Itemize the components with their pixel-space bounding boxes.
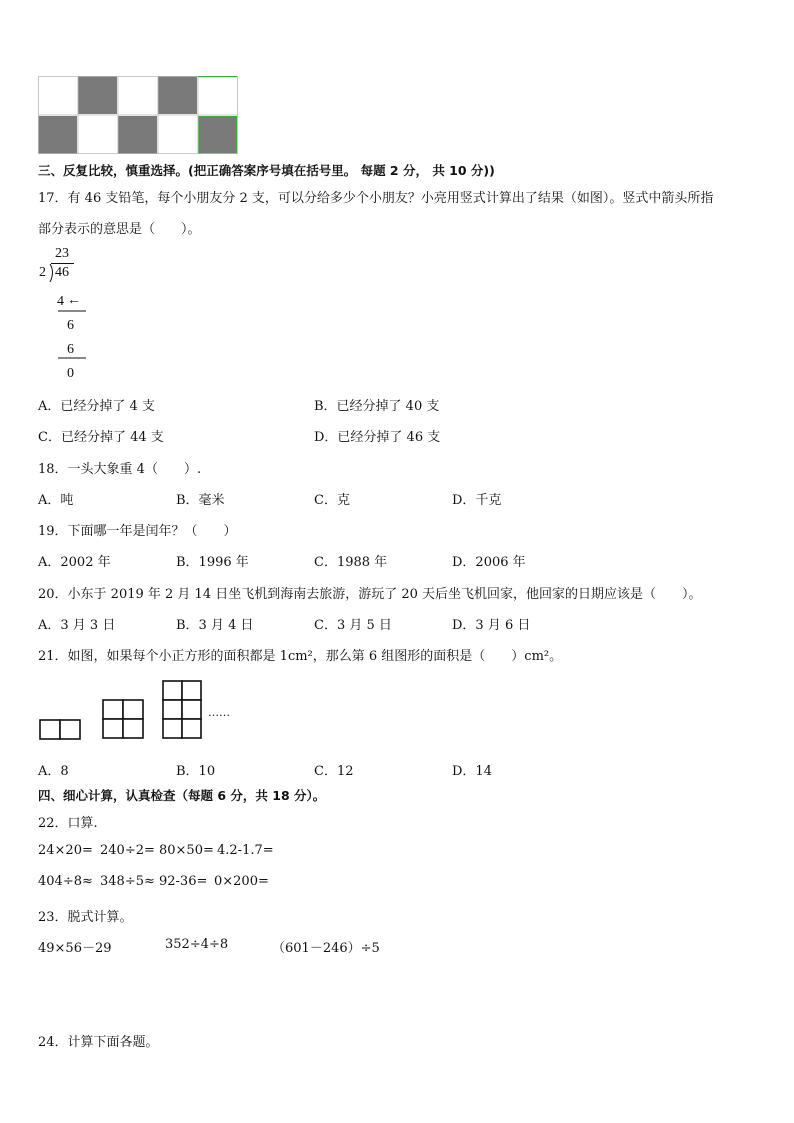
mental-math-item: 0×200= bbox=[214, 874, 269, 889]
question-22-title: 22．口算. bbox=[38, 816, 98, 831]
option-19-c[interactable]: C．1988 年 bbox=[314, 555, 388, 570]
option-19-d[interactable]: D．2006 年 bbox=[452, 555, 526, 570]
step-calc-item: 352÷4÷8 bbox=[165, 937, 229, 952]
option-21-c[interactable]: C．12 bbox=[314, 764, 354, 779]
division-remainder1: 6 bbox=[67, 318, 74, 333]
option-20-b[interactable]: B．3 月 4 日 bbox=[176, 618, 254, 633]
division-remainder2: 0 bbox=[67, 366, 74, 381]
option-19-a[interactable]: A．2002 年 bbox=[38, 555, 111, 570]
square-pattern-figure bbox=[38, 678, 208, 743]
arrow-left-icon: ← bbox=[67, 293, 81, 308]
question-20-text: 20．小东于 2019 年 2 月 14 日坐飞机到海南去旅游，游玩了 20 天后坐飞机回家，他回家的日期应该是（ ）。 bbox=[38, 587, 702, 602]
step-calc-item: （601－246）÷5 bbox=[272, 941, 380, 956]
question-21-text: 21．如图，如果每个小正方形的面积都是 1cm²，那么第 6 组图形的面积是（ ）cm²。 bbox=[38, 649, 563, 664]
division-bracket bbox=[36, 262, 96, 362]
question-23-title: 23．脱式计算。 bbox=[38, 910, 133, 925]
option-20-d[interactable]: D．3 月 6 日 bbox=[452, 618, 531, 633]
division-dividend: 46 bbox=[55, 265, 69, 280]
division-step1: 4 bbox=[57, 294, 64, 309]
option-21-a[interactable]: A．8 bbox=[38, 764, 69, 779]
option-18-b[interactable]: B．毫米 bbox=[176, 493, 225, 508]
option-17-a[interactable]: A．已经分掉了 4 支 bbox=[38, 399, 155, 414]
option-17-c[interactable]: C．已经分掉了 44 支 bbox=[38, 430, 164, 445]
option-21-d[interactable]: D．14 bbox=[452, 764, 492, 779]
division-quotient: 23 bbox=[55, 246, 69, 261]
question-17-text-cont: 部分表示的意思是（ ）。 bbox=[38, 222, 201, 237]
option-17-d[interactable]: D．已经分掉了 46 支 bbox=[314, 430, 441, 445]
option-18-d[interactable]: D．千克 bbox=[452, 493, 502, 508]
option-19-b[interactable]: B．1996 年 bbox=[176, 555, 249, 570]
step-calc-item: 49×56－29 bbox=[38, 941, 112, 956]
checkerboard-gridlines bbox=[38, 76, 238, 154]
option-20-c[interactable]: C．3 月 5 日 bbox=[314, 618, 392, 633]
mental-math-item: 80×50= bbox=[159, 843, 214, 858]
section-3-title: 三、反复比较，慎重选择。(把正确答案序号填在括号里。 每题 2 分， 共 10 分)) bbox=[38, 163, 495, 178]
question-24-title: 24．计算下面各题。 bbox=[38, 1035, 159, 1050]
option-17-b[interactable]: B．已经分掉了 40 支 bbox=[314, 399, 440, 414]
option-20-a[interactable]: A．3 月 3 日 bbox=[38, 618, 116, 633]
mental-math-item: 404÷8≈ bbox=[38, 874, 93, 889]
question-18-text: 18．一头大象重 4（ ）. bbox=[38, 462, 202, 477]
mental-math-item: 348÷5≈ bbox=[100, 874, 155, 889]
division-step2: 6 bbox=[67, 342, 74, 357]
question-17-text: 17．有 46 支铅笔，每个小朋友分 2 支，可以分给多少个小朋友？小亮用竖式计算出了结果（如图）。竖式中箭头所指 bbox=[38, 191, 714, 206]
mental-math-item: 24×20= bbox=[38, 843, 93, 858]
option-21-b[interactable]: B．10 bbox=[176, 764, 216, 779]
mental-math-item: 92-36= bbox=[159, 874, 208, 889]
division-divisor: 2 bbox=[39, 265, 46, 280]
section-4-title: 四、细心计算，认真检查（每题 6 分，共 18 分）。 bbox=[38, 788, 326, 803]
option-18-c[interactable]: C．克 bbox=[314, 493, 350, 508]
option-18-a[interactable]: A．吨 bbox=[38, 493, 74, 508]
mental-math-item: 240÷2= bbox=[100, 843, 155, 858]
question-19-text: 19．下面哪一年是闰年？（ ） bbox=[38, 524, 237, 539]
mental-math-item: 4.2-1.7= bbox=[217, 843, 274, 858]
pattern-ellipsis: …… bbox=[208, 706, 230, 719]
